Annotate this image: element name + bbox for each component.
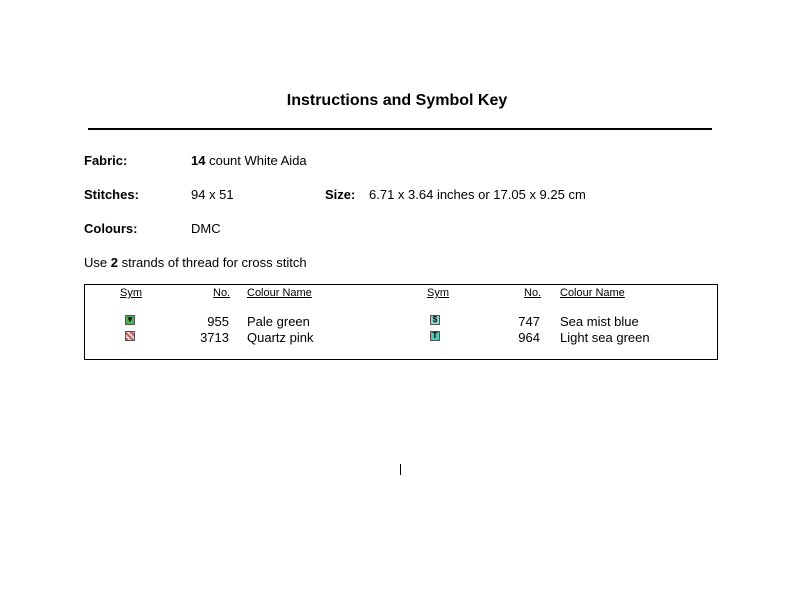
title-divider <box>88 128 712 130</box>
stitches-label: Stitches: <box>84 187 139 202</box>
thread-name: Quartz pink <box>247 330 314 345</box>
symbol-key-table <box>84 284 718 360</box>
size-label: Size: <box>325 187 356 202</box>
symbol-hatched-icon <box>125 331 135 341</box>
thread-name: Light sea green <box>560 330 650 345</box>
header-sym-right: Sym <box>427 287 449 299</box>
header-no-right: No. <box>524 287 542 299</box>
colours-value: DMC <box>191 221 221 236</box>
strands-count: 2 <box>110 255 118 270</box>
thread-number: 747 <box>518 314 540 329</box>
text-cursor <box>400 464 401 475</box>
strands-prefix: Use <box>84 255 108 270</box>
header-sym-left: Sym <box>120 287 142 299</box>
size-value: 6.71 x 3.64 inches or 17.05 x 9.25 cm <box>369 187 586 202</box>
colours-label: Colours: <box>84 221 138 236</box>
fabric-description: count White Aida <box>209 153 307 168</box>
fabric-count: 14 <box>191 153 206 168</box>
symbol-pale-green <box>125 315 135 325</box>
symbol-down-triangle-icon: ▼ <box>126 315 134 324</box>
thread-number: 955 <box>207 314 229 329</box>
page-title: Instructions and Symbol Key <box>286 92 508 109</box>
strands-suffix: strands of thread for cross stitch <box>121 255 307 270</box>
strands-instruction <box>84 255 307 270</box>
thread-name: Sea mist blue <box>560 314 639 329</box>
header-name-left: Colour Name <box>247 287 312 299</box>
symbol-t-icon: T <box>432 331 438 340</box>
symbol-light-sea-green <box>430 331 440 341</box>
thread-number: 964 <box>518 330 540 345</box>
fabric-label: Fabric: <box>84 153 128 168</box>
stitches-value: 94 x 51 <box>191 187 234 202</box>
symbol-dollar-icon: $ <box>432 315 438 324</box>
thread-number: 3713 <box>200 330 229 345</box>
header-no-left: No. <box>213 287 231 299</box>
header-name-right: Colour Name <box>560 287 625 299</box>
symbol-sea-mist-blue <box>430 315 440 325</box>
thread-name: Pale green <box>247 314 310 329</box>
fabric-value <box>191 153 307 168</box>
